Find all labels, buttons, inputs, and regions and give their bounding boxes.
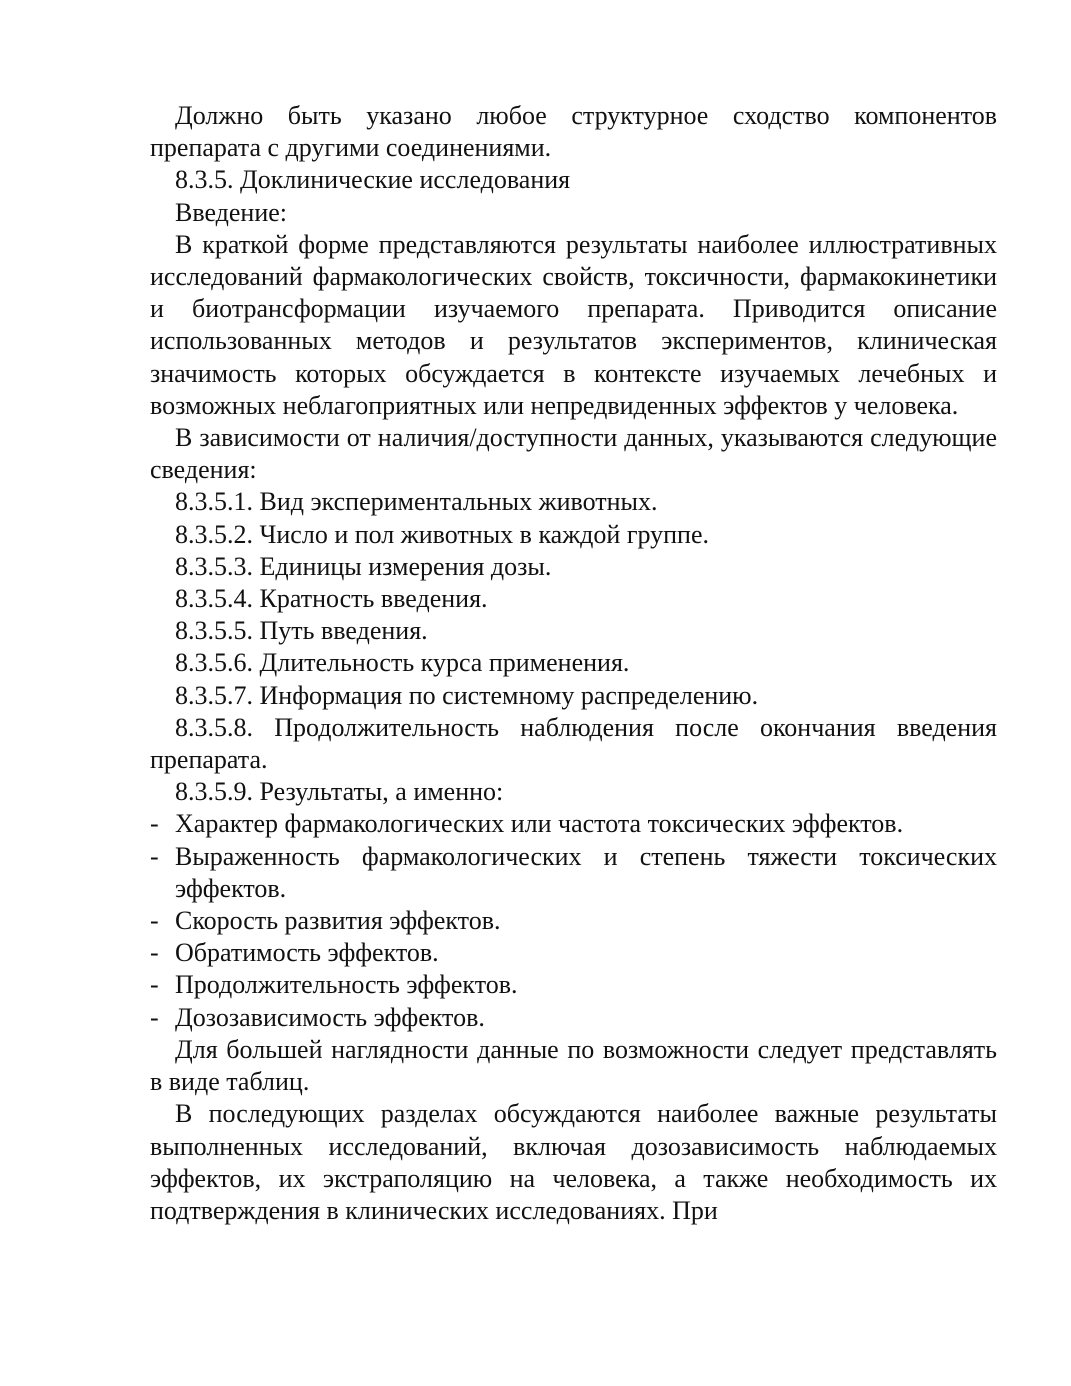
dash-list-item	[150, 808, 997, 840]
dash-list-item	[150, 1002, 997, 1034]
section-heading: 8.3.5. Доклинические исследования	[175, 165, 571, 195]
dash-marker: -	[150, 1002, 159, 1032]
dash-marker: -	[150, 809, 159, 839]
dash-list-item	[150, 937, 997, 969]
list-item: 8.3.5.6. Длительность курса применения.	[175, 648, 630, 678]
dash-marker: -	[150, 970, 159, 1000]
list-item: 8.3.5.3. Единицы измерения дозы.	[175, 551, 552, 581]
document-page	[150, 100, 997, 1227]
dash-list-item	[150, 969, 997, 1001]
paragraph-intro-text: В краткой форме представляются результаты наиболее иллюстративных исследований фармакологических свойств, токсичности, фармакокинетики и биотрансформации изучаемого препарата. Приводится описание использованных методов и результатов экспериментов, клиническая значимость которых обсуждается в контексте изучаемых лечебных и возможных неблагоприятных или непредвиденных эффектов у человека.	[150, 229, 997, 420]
dash-item-text: Продолжительность эффектов.	[175, 970, 518, 1000]
dash-marker: -	[150, 938, 159, 968]
dash-marker: -	[150, 906, 159, 936]
list-item: 8.3.5.8. Продолжительность наблюдения после окончания введения препарата.	[150, 712, 997, 775]
list-item: 8.3.5.4. Кратность введения.	[175, 584, 488, 614]
dash-list-item	[150, 841, 997, 905]
dash-item-text: Выраженность фармакологических и степень тяжести токсических эффектов.	[175, 841, 997, 903]
dash-marker: -	[150, 841, 159, 871]
dash-item-text: Дозозависимость эффектов.	[175, 1002, 485, 1032]
paragraph-structural-similarity: Должно быть указано любое структурное сходство компонентов препарата с другими соединениями.	[150, 101, 997, 163]
list-item: 8.3.5.2. Число и пол животных в каждой группе.	[175, 519, 710, 549]
dash-item-text: Скорость развития эффектов.	[175, 906, 501, 936]
dash-item-text: Характер фармакологических или частота токсических эффектов.	[175, 809, 904, 839]
intro-label: Введение:	[175, 197, 288, 227]
dash-item-text: Обратимость эффектов.	[175, 938, 439, 968]
list-item: 8.3.5.9. Результаты, а именно:	[175, 777, 504, 807]
list-item: 8.3.5.7. Информация по системному распределению.	[175, 680, 759, 710]
paragraph-subsequent-sections: В последующих разделах обсуждаются наиболее важные результаты выполненных исследований, включая дозозависимость наблюдаемых эффектов, их экстраполяцию на человека, а также необходимость их подтверждения в клинических исследованиях. При	[150, 1099, 997, 1225]
paragraph-tables: Для большей наглядности данные по возможности следует представлять в виде таблиц.	[150, 1034, 997, 1097]
dash-list-item	[150, 905, 997, 937]
list-item: 8.3.5.1. Вид экспериментальных животных.	[175, 487, 658, 517]
paragraph-data-availability: В зависимости от наличия/доступности данных, указываются следующие сведения:	[150, 423, 997, 485]
list-item: 8.3.5.5. Путь введения.	[175, 616, 428, 646]
